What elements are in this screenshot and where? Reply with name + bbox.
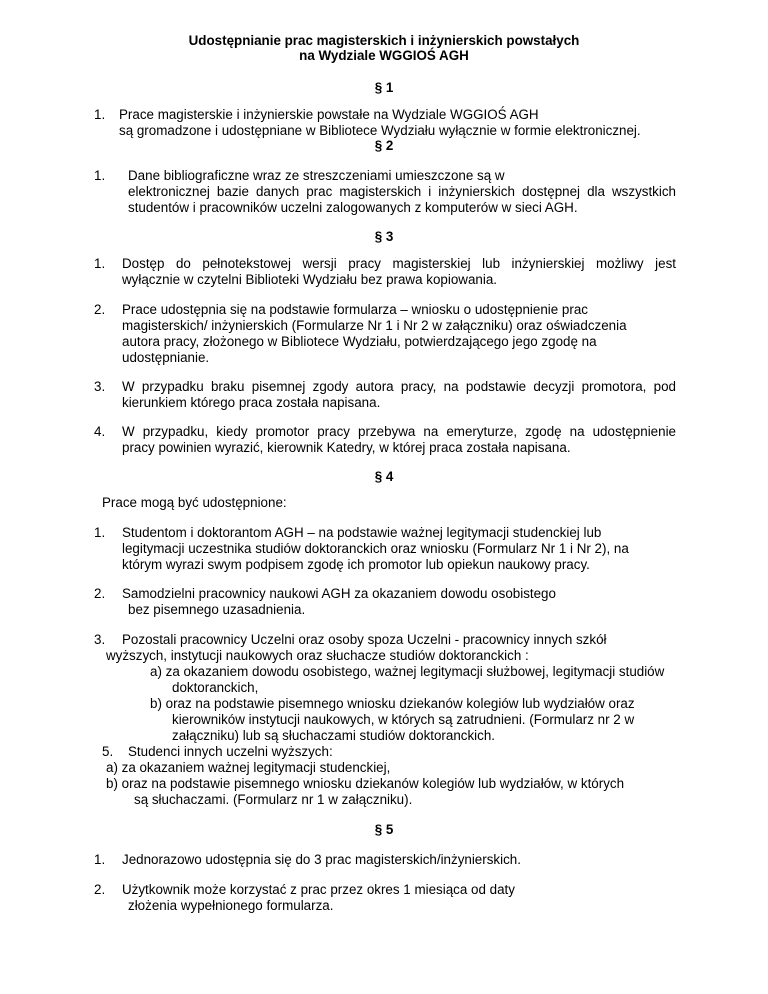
s2-item1-line3: studentów i pracowników uczelni zalogowanych z komputerów w sieci AGH.	[128, 200, 578, 215]
s5-item1-number: 1.	[94, 852, 106, 867]
section-heading-5: § 5	[374, 822, 394, 837]
s4-item2-line2: bez pisemnego uzasadnienia.	[128, 602, 306, 617]
s4-item1-line3: którym wyrazi swym podpisem zgodę ich promotor lub opiekun naukowy pracy.	[122, 557, 590, 572]
s4-item3-line1: Pozostali pracownicy Uczelni oraz osoby spoza Uczelni - pracownicy innych szkół	[122, 632, 607, 647]
s4-item5-line1: Studenci innych uczelni wyższych:	[128, 744, 333, 759]
s3-item3-line2: kierunkiem którego praca została napisana.	[122, 395, 381, 410]
s3-item2-line4: udostępnianie.	[122, 350, 210, 365]
s3-item4-line1: W przypadku, kiedy promotor pracy przebywa na emeryturze, zgodę na udostępnienie	[122, 424, 676, 439]
s4-item2-line1: Samodzielni pracownicy naukowi AGH za okazaniem dowodu osobistego	[122, 586, 556, 601]
s3-item3-line1: W przypadku braku pisemnej zgody autora pracy, na podstawie decyzji promotora, pod	[122, 379, 676, 394]
s1-item1-line2: są gromadzone i udostępniane w Bibliotece Wydziału wyłącznie w formie elektronicznej.	[119, 123, 641, 138]
s3-item2-line3: autora pracy, złożonego w Bibliotece Wydziału, potwierdzającego jego zgodę na	[122, 334, 597, 349]
s3-item2-line1: Prace udostępnia się na podstawie formularza – wniosku o udostępnienie prac	[122, 302, 588, 317]
s4-item3-b-line3: załączniku) lub są słuchaczami studiów doktoranckich.	[172, 728, 496, 743]
s3-item1-line2: wyłącznie w czytelni Biblioteki Wydziału bez prawa kopiowania.	[122, 272, 497, 287]
s4-item3-a-line1: a) za okazaniem dowodu osobistego, ważnej legitymacji służbowej, legitymacji studiów	[150, 664, 665, 679]
s5-item2-number: 2.	[94, 882, 106, 897]
s4-item5-number: 5.	[102, 744, 114, 759]
s3-item2-number: 2.	[94, 302, 106, 317]
s3-item2-line2: magisterskich/ inżynierskich (Formularze Nr 1 i Nr 2 w załączniku) oraz oświadczenia	[122, 318, 627, 333]
s4-item3-number: 3.	[94, 632, 106, 647]
s4-item3-a-line2: doktoranckich,	[172, 680, 259, 695]
section-heading-3: § 3	[374, 229, 394, 244]
s3-item3-number: 3.	[94, 379, 106, 394]
s4-item2-number: 2.	[94, 586, 106, 601]
s4-intro: Prace mogą być udostępnione:	[102, 495, 287, 510]
s1-item1-number: 1.	[94, 107, 106, 122]
s4-item5-a: a) za okazaniem ważnej legitymacji studenckiej,	[106, 760, 391, 775]
s3-item1-number: 1.	[94, 256, 106, 271]
title-line-1: Udostępnianie prac magisterskich i inżynierskich powstałych	[188, 33, 580, 48]
section-heading-1: § 1	[374, 80, 394, 95]
s4-item5-b-line1: b) oraz na podstawie pisemnego wniosku dziekanów kolegiów lub wydziałów, w których	[106, 776, 625, 791]
s2-item1-number: 1.	[94, 168, 106, 183]
s4-item1-line1: Studentom i doktorantom AGH – na podstawie ważnej legitymacji studenckiej lub	[122, 525, 602, 540]
s2-item1-line2: elektronicznej bazie danych prac magisterskich i inżynierskich dostępnej dla wszystkich	[128, 184, 676, 199]
s1-item1-line1: Prace magisterskie i inżynierskie powstałe na Wydziale WGGIOŚ AGH	[119, 107, 539, 122]
s4-item5-b-line2: są słuchaczami. (Formularz nr 1 w załączniku).	[134, 792, 413, 807]
s3-item4-number: 4.	[94, 424, 106, 439]
s2-item1-line1: Dane bibliograficzne wraz ze streszczeniami umieszczone są w	[128, 168, 505, 183]
s4-item1-number: 1.	[94, 525, 106, 540]
s5-item2-line2: złożenia wypełnionego formularza.	[128, 898, 334, 913]
s3-item1-line1: Dostęp do pełnotekstowej wersji pracy magisterskiej lub inżynierskiej możliwy jest	[122, 256, 676, 271]
section-heading-4: § 4	[374, 469, 394, 484]
s3-item4-line2: pracy powinien wyrazić, kierownik Katedry, w której praca została napisana.	[122, 440, 571, 455]
s5-item2-line1: Użytkownik może korzystać z prac przez okres 1 miesiąca od daty	[122, 882, 515, 897]
s4-item3-b-line1: b) oraz na podstawie pisemnego wniosku dziekanów kolegiów lub wydziałów oraz	[150, 696, 635, 711]
s5-item1-line1: Jednorazowo udostępnia się do 3 prac magisterskich/inżynierskich.	[122, 852, 521, 867]
s4-item1-line2: legitymacji uczestnika studiów doktoranckich oraz wniosku (Formularz Nr 1 i Nr 2), na	[122, 541, 629, 556]
s4-item3-line2: wyższych, instytucji naukowych oraz słuchacze studiów doktoranckich :	[106, 648, 529, 663]
s4-item3-b-line2: kierowników instytucji naukowych, w których są zatrudnieni. (Formularz nr 2 w	[172, 712, 635, 727]
title-line-2: na Wydziale WGGIOŚ AGH	[299, 48, 469, 63]
section-heading-2: § 2	[374, 138, 394, 153]
